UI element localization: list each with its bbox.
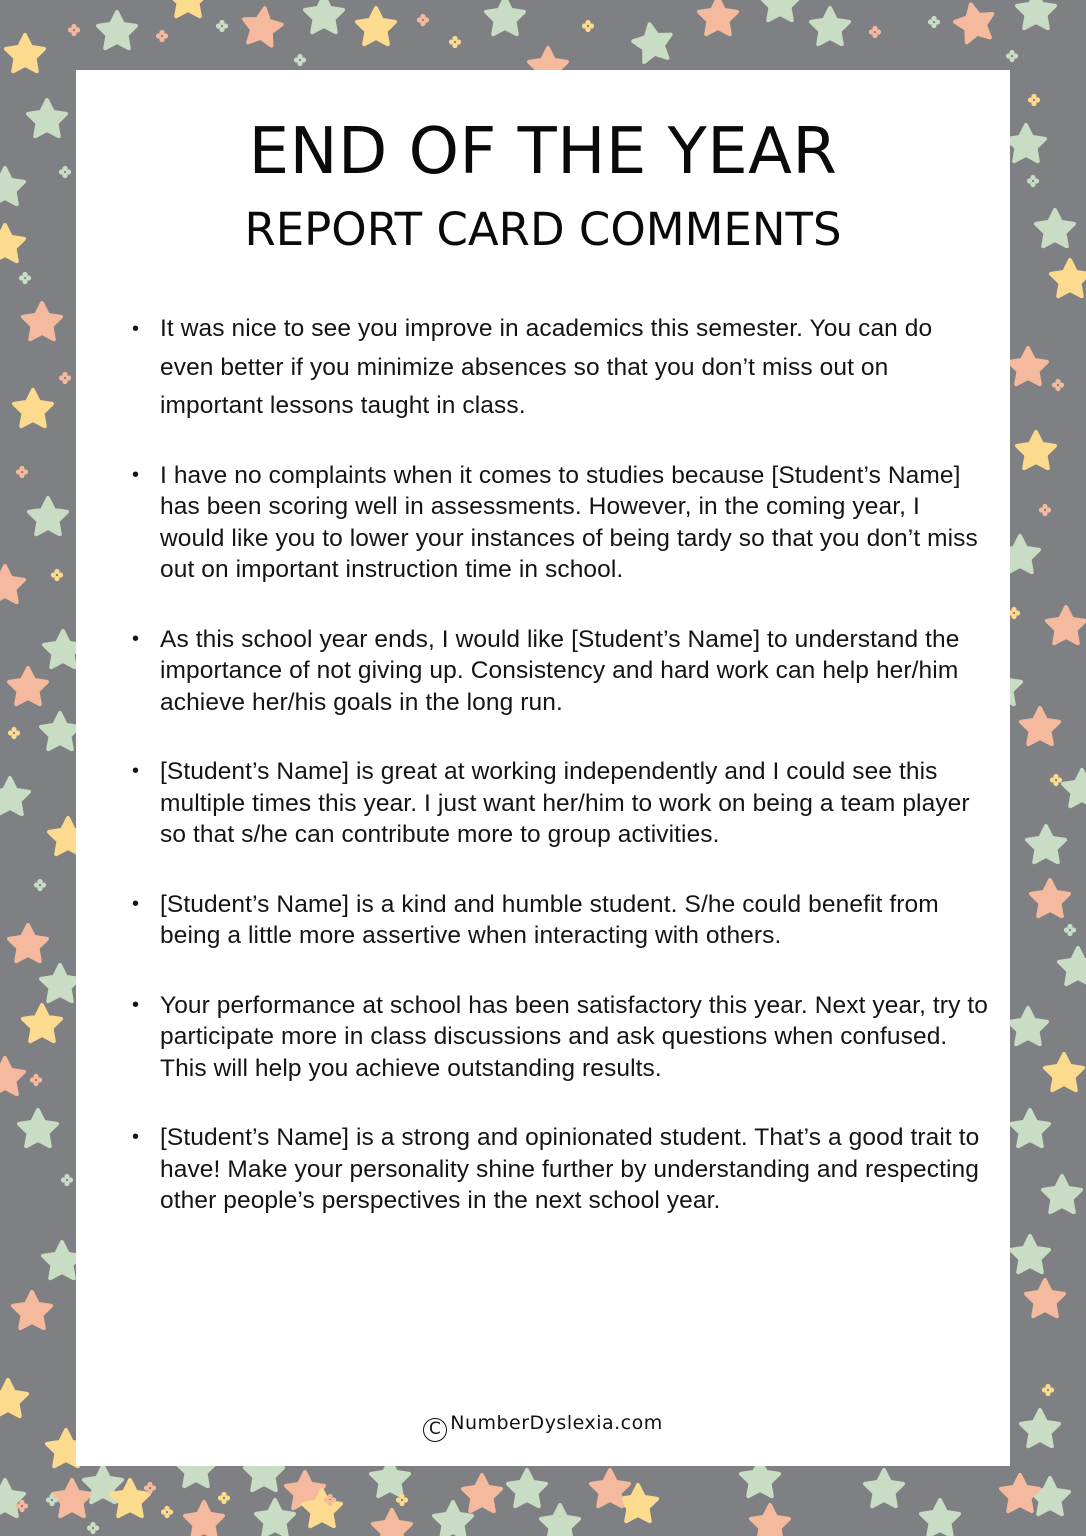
comment-item <box>130 1122 990 1217</box>
bullet-icon: • <box>132 463 140 486</box>
bullet-icon: • <box>132 1126 140 1148</box>
comment-text: [Student’s Name] is great at working independently and I could see this multiple times this year. I just want her/him to work on being a team player so that s/he can contribute more to group activities. <box>160 758 970 848</box>
bullet-icon: • <box>132 318 140 340</box>
comment-item <box>130 889 990 952</box>
bullet-icon: • <box>132 760 140 782</box>
bullet-icon: • <box>132 627 140 650</box>
comment-item <box>130 990 990 1085</box>
bullet-icon: • <box>132 892 140 915</box>
comments-list <box>130 310 990 1217</box>
page-title: END OF THE YEAR <box>248 115 838 189</box>
bullet-icon: • <box>132 993 140 1016</box>
comment-text: I have no complaints when it comes to studies because [Student’s Name] has been scoring well in assessments. However, in the coming year, I would like you to lower your instances of being tardy so that you don’t miss out on important instruction time in school. <box>160 461 978 583</box>
comment-text: As this school year ends, I would like [Student’s Name] to understand the importance of not giving up. Consistency and hard work can help her/him achieve her/his goals in the long run. <box>160 625 960 716</box>
comment-item <box>130 624 990 719</box>
footer-site-name: NumberDyslexia.com <box>450 1412 663 1434</box>
copyright-footer <box>76 1412 1010 1442</box>
comment-item <box>130 310 990 426</box>
page-subtitle: REPORT CARD COMMENTS <box>244 203 842 256</box>
comment-text: Your performance at school has been satisfactory this year. Next year, try to participate more in class discussions and ask questions when confused. This will help you achieve outstanding results. <box>160 991 988 1082</box>
comment-text: It was nice to see you improve in academics this semester. You can do even better if you minimize absences so that you don’t miss out on important lessons taught in class. <box>160 315 933 419</box>
comment-text: [Student’s Name] is a kind and humble student. S/he could benefit from being a little more assertive when interacting with others. <box>160 890 939 949</box>
report-card-panel <box>76 70 1010 1466</box>
comment-item <box>130 460 990 586</box>
comment-item <box>130 756 990 851</box>
copyright-icon: C <box>423 1418 447 1442</box>
comment-text: [Student’s Name] is a strong and opinionated student. That’s a good trait to have! Make your personality shine further by understanding and respecting other people’s perspectives in the next school year. <box>160 1124 980 1214</box>
